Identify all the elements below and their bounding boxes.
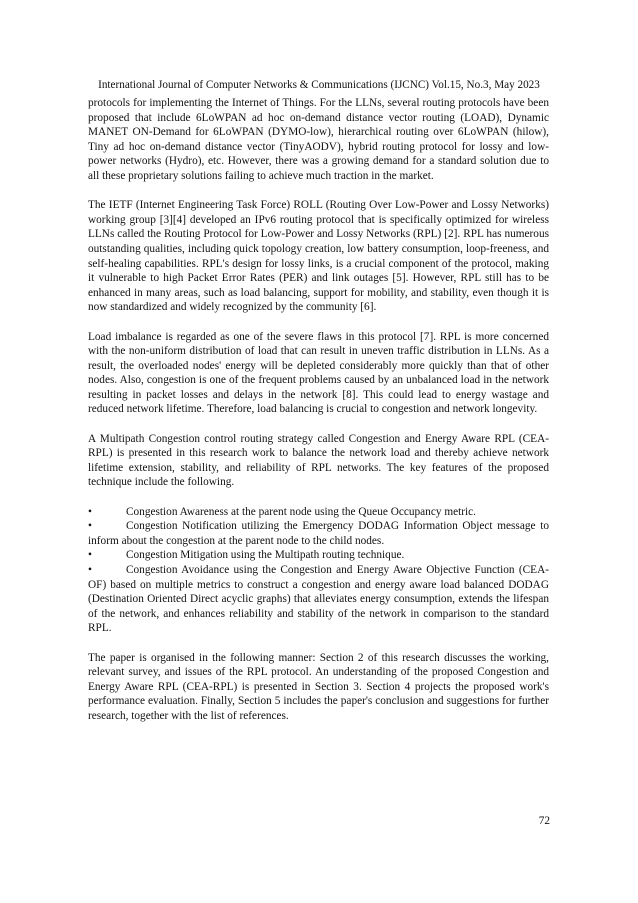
paragraph-ietf-roll: The IETF (Internet Engineering Task Force) ROLL (Routing Over Low-Power and Lossy Networks) working group [3][4] developed an IPv6 routing protocol that is specifically optimized for wireless LLNs called the Routing Protocol for Low-Power and Lossy Networks (RPL) [2]. RPL has numerous outstanding qualities, including quick topology creation, low battery consumption, loop-freeness, and self-healing capabilities. RPL's design for lossy links, is a crucial component of the protocol, making it vulnerable to high Packet Error Rates (PER) and link outages [5]. However, RPL still has to be enhanced in many areas, such as load balancing, support for mobility, and stability, even though it is now standardized and widely recognized by the community [6].	[88, 199, 549, 314]
bullet-mark: •	[88, 549, 92, 562]
bullet-mark: •	[88, 520, 92, 533]
key-features-list	[88, 505, 549, 636]
running-header: International Journal of Computer Networks & Communications (IJCNC) Vol.15, No.3, May 2023	[98, 79, 540, 91]
list-item	[88, 548, 549, 563]
body-text	[88, 96, 549, 738]
paragraph-load-imbalance: Load imbalance is regarded as one of the severe flaws in this protocol [7]. RPL is more concerned with the non-uniform distribution of load that can result in uneven traffic distribution in LLNs. As a result, the overloaded nodes' energy will be depleted considerably more quickly than that of other nodes. Also, congestion is one of the frequent problems caused by an unbalanced load in the network resulting in packet losses and delays in the network [8]. This could lead to energy wastage and reduced network lifetime. Therefore, load balancing is crucial to congestion and network longevity.	[88, 330, 549, 416]
list-item-text: Congestion Mitigation using the Multipath routing technique.	[126, 549, 405, 562]
list-item	[88, 563, 549, 636]
bullet-mark: •	[88, 505, 92, 518]
paragraph-intro-protocols: protocols for implementing the Internet of Things. For the LLNs, several routing protocols have been proposed that include 6LoWPAN ad hoc on-demand distance vector routing (LOAD), Dynamic MANET ON-Demand for 6LoWPAN (DYMO-low), hierarchical routing over 6LoWPAN (hilow), Tiny ad hoc on-demand distance vector (TinyAODV), hybrid routing protocol for lossy and low-power networks (Hydro), etc. However, there was a growing demand for a standard solution due to all these proprietary solutions failing to achieve much traction in the market.	[88, 97, 549, 182]
list-item-text: Congestion Awareness at the parent node using the Queue Occupancy metric.	[126, 505, 476, 518]
paragraph-cea-rpl: A Multipath Congestion control routing strategy called Congestion and Energy Aware RPL (CEA-RPL) is presented in this research work to balance the network load and thereby achieve network lifetime extension, stability, and reliability of RPL networks. The key features of the proposed technique include the following.	[88, 432, 549, 489]
list-item	[88, 519, 549, 548]
bullet-mark: •	[88, 564, 92, 576]
list-item-text: Congestion Avoidance using the Congestion and Energy Aware Objective Function (CEA-OF) based on multiple metrics to construct a congestion and energy aware load balanced DODAG (Destination Oriented Direct acyclic graphs) that alleviates energy consumption, extends the lifespan of the network, and enhances reliability and stability of the network in comparison to the standard RPL.	[88, 564, 549, 635]
paragraph-organisation: The paper is organised in the following manner: Section 2 of this research discusses the working, relevant survey, and issues of the RPL protocol. An understanding of the proposed Congestion and Energy Aware RPL (CEA-RPL) is presented in Section 3. Section 4 projects the proposed work's performance evaluation. Finally, Section 5 includes the paper's conclusion and suggestions for further research, together with the list of references.	[88, 651, 549, 722]
list-item	[88, 505, 549, 520]
list-item-text: Congestion Notification utilizing the Emergency DODAG Information Object message to inform about the congestion at the parent node to the child nodes.	[88, 520, 549, 547]
page-number: 72	[538, 815, 550, 827]
